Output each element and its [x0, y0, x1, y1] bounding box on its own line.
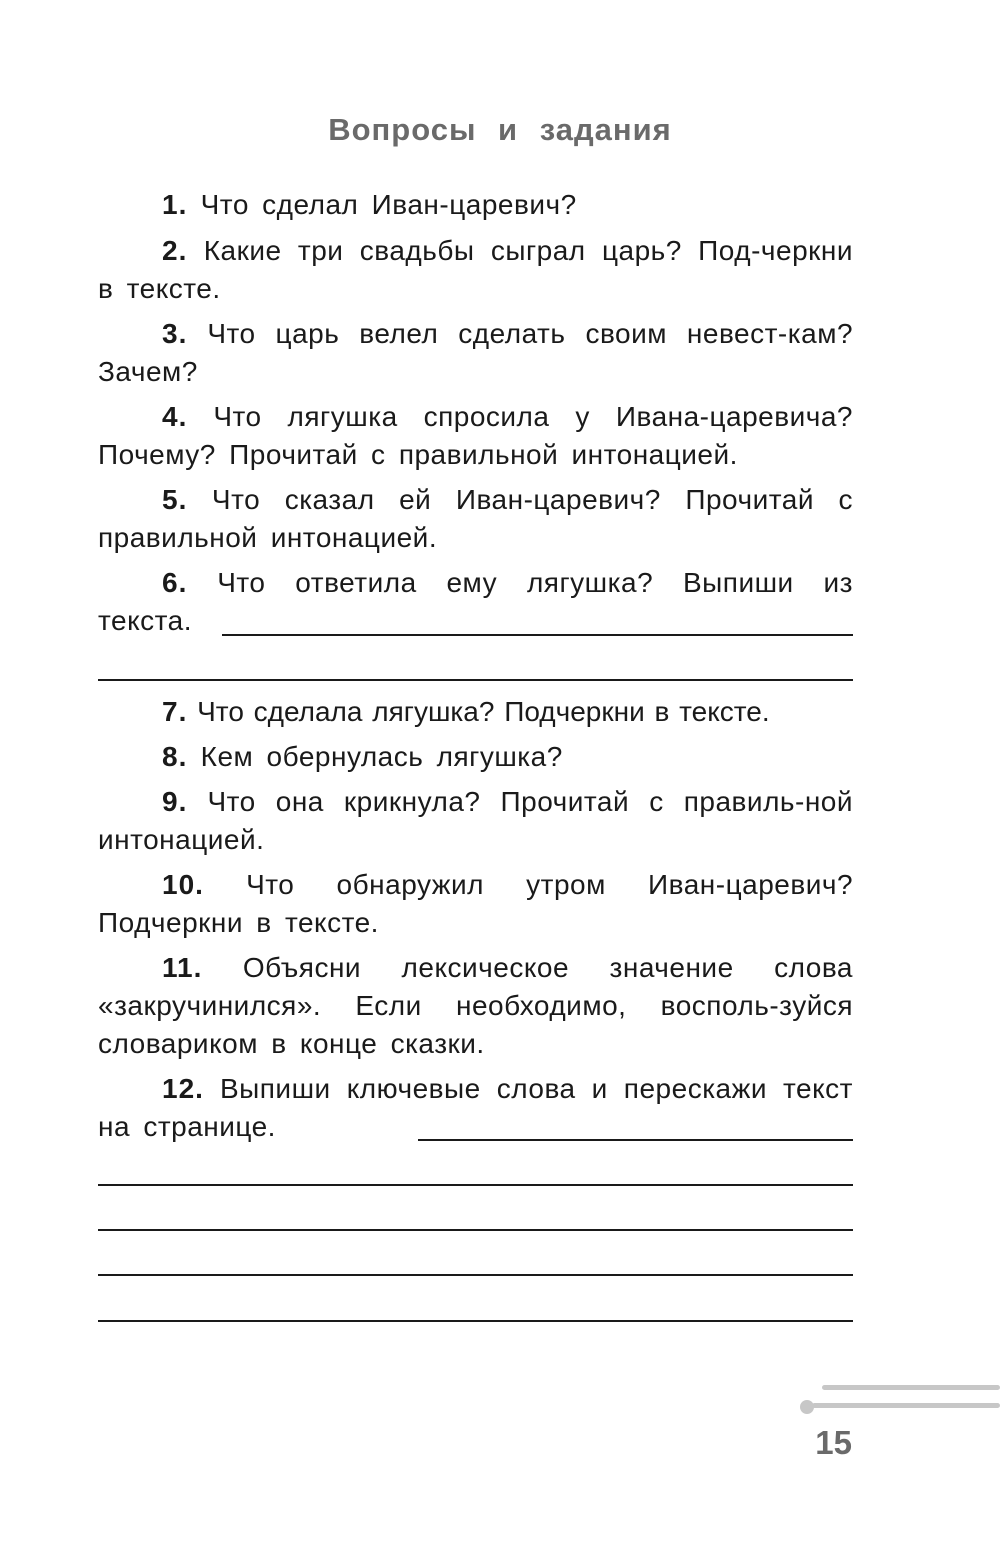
question-text: Что ответила ему лягушка? Выпиши из текста. [98, 567, 853, 636]
question-4 [98, 398, 853, 474]
question-3 [98, 315, 853, 391]
question-2 [98, 232, 853, 308]
question-text: Какие три свадьбы сыграл царь? Под-черкни в тексте. [98, 235, 853, 304]
question-number: 9. [162, 786, 188, 817]
answer-line[interactable] [98, 1229, 853, 1231]
question-number: 3. [162, 318, 188, 349]
answer-line[interactable] [98, 1320, 853, 1322]
question-number: 8. [162, 741, 188, 772]
question-text: Что лягушка спросила у Ивана-царевича? Почему? Прочитай с правильной интонацией. [98, 401, 854, 470]
decor-line-top [822, 1385, 1000, 1390]
answer-line[interactable] [418, 1139, 853, 1141]
answer-line[interactable] [98, 679, 853, 681]
question-number: 7. [162, 696, 188, 727]
question-10 [98, 866, 853, 942]
question-number: 6. [162, 567, 188, 598]
question-8 [98, 738, 853, 776]
answer-line[interactable] [98, 1184, 853, 1186]
question-number: 11. [162, 952, 203, 983]
question-12 [98, 1070, 853, 1146]
question-text: Что она крикнула? Прочитай с правиль-ной интонацией. [98, 786, 854, 855]
question-9 [98, 783, 853, 859]
question-text: Что царь велел сделать своим невест-кам? Зачем? [98, 318, 854, 387]
question-text: Что сделала лягушка? Подчеркни в тексте. [197, 696, 770, 727]
question-text: Что обнаружил утром Иван-царевич? Подчеркни в тексте. [98, 869, 854, 938]
question-text: Что сказал ей Иван-царевич? Прочитай с правильной интонацией. [98, 484, 853, 553]
question-1 [98, 186, 853, 224]
question-number: 12. [162, 1073, 204, 1104]
decor-line-bottom [812, 1403, 1000, 1408]
question-text: Кем обернулась лягушка? [200, 741, 563, 772]
question-5 [98, 481, 853, 557]
question-text: Выпиши ключевые слова и перескажи текст на странице. [98, 1073, 853, 1142]
question-number: 2. [162, 235, 188, 266]
question-number: 5. [162, 484, 188, 515]
page-title: Вопросы и задания [328, 112, 672, 147]
answer-line[interactable] [222, 634, 853, 636]
question-text: Что сделал Иван-царевич? [200, 189, 577, 220]
question-number: 10. [162, 869, 204, 900]
question-6 [98, 564, 853, 640]
answer-line[interactable] [98, 1274, 853, 1276]
decor-dot [800, 1400, 814, 1414]
question-7 [98, 693, 853, 731]
question-number: 1. [162, 189, 188, 220]
page-number: 15 [815, 1424, 852, 1461]
question-number: 4. [162, 401, 188, 432]
question-11 [98, 949, 853, 1063]
question-text: Объясни лексическое значение слова «закручинился». Если необходимо, восполь-зуйся словариком в конце сказки. [98, 952, 853, 1059]
